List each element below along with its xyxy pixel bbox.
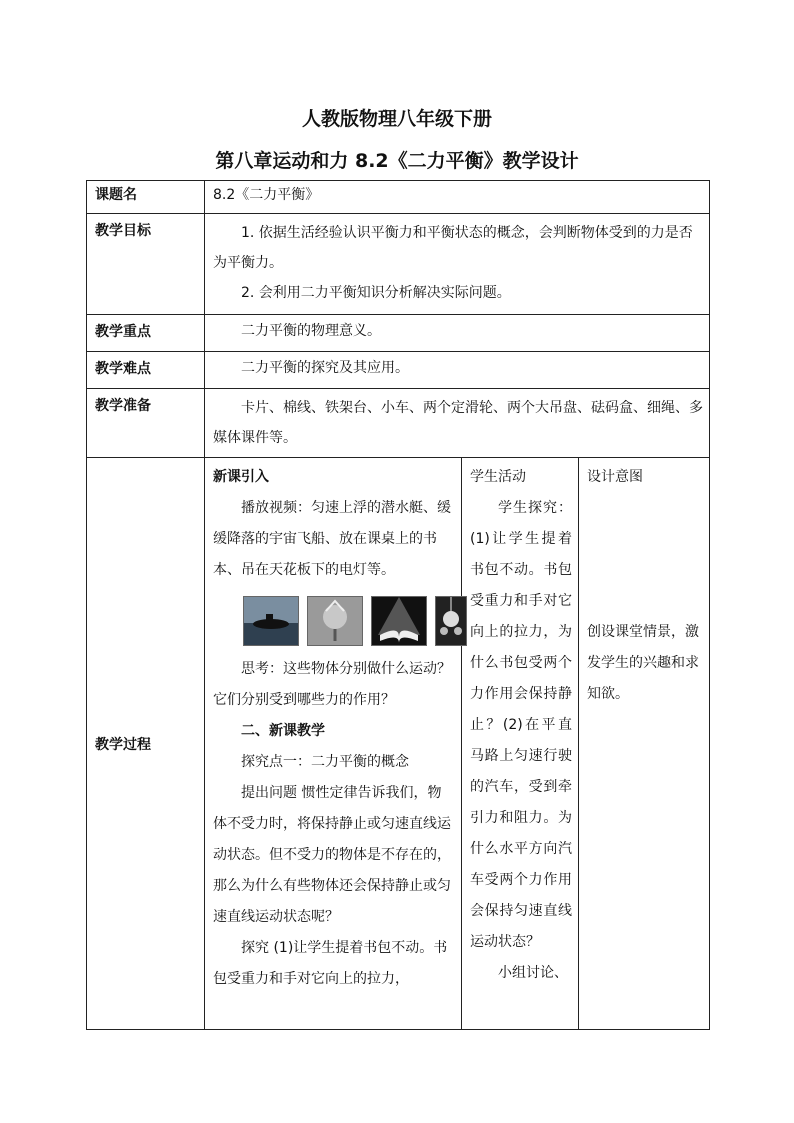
topic-label: 课题名 — [87, 181, 205, 214]
intent-paragraph: 创设课堂情景，激发学生的兴趣和求知欲。 — [587, 624, 699, 702]
row-goals — [87, 214, 710, 315]
intent-spacer — [587, 493, 703, 617]
preparation-label: 教学准备 — [87, 389, 205, 458]
intro-images — [243, 596, 455, 646]
difficulties-label: 教学难点 — [87, 352, 205, 389]
row-process — [87, 458, 710, 1030]
submarine-photo — [243, 596, 299, 646]
goals-cell — [205, 214, 710, 315]
lesson-plan-table — [86, 180, 710, 1030]
goal-item-1: 1. 依据生活经验认识平衡力和平衡状态的概念，会判断物体受到的力是否为平衡力。 — [213, 225, 693, 271]
explore-point-1: 探究点一：二力平衡的概念 — [241, 754, 409, 770]
intent-column — [579, 458, 710, 1030]
intent-heading: 设计意图 — [587, 469, 643, 485]
student-heading: 学生活动 — [470, 469, 526, 485]
section-heading: 二、新课教学 — [241, 723, 325, 739]
question-paragraph: 提出问题 惯性定律告诉我们，物体不受力时，将保持静止或匀速直线运动状态。但不受力的物体是不存在的，那么为什么有些物体还会保持静止或匀速直线运动状态呢？ — [213, 785, 451, 925]
teacher-column — [205, 458, 462, 1030]
topic-value: 8.2《二力平衡》 — [205, 181, 710, 214]
goals-label: 教学目标 — [87, 214, 205, 315]
student-discussion: 小组讨论、 — [498, 965, 568, 981]
student-column — [462, 458, 579, 1030]
key-points-label: 教学重点 — [87, 315, 205, 352]
intro-paragraph: 播放视频：匀速上浮的潜水艇、缓缓降落的宇宙飞船、放在课桌上的书本、吊在天花板下的电灯等。 — [213, 500, 451, 578]
row-difficulties — [87, 352, 710, 389]
row-topic — [87, 181, 710, 214]
page-title: 人教版物理八年级下册 — [301, 108, 492, 130]
difficulties-value: 二力平衡的探究及其应用。 — [205, 352, 710, 389]
row-preparation — [87, 389, 710, 458]
lamp-photo — [435, 596, 467, 646]
key-points-value: 二力平衡的物理意义。 — [205, 315, 710, 352]
page-subtitle: 第八章运动和力 8.2《二力平衡》教学设计 — [215, 150, 579, 172]
row-key-points — [87, 315, 710, 352]
student-paragraph: 学生探究：(1)让学生提着书包不动。书包受重力和手对它向上的拉力，为什么书包受两个力作用会保持静止？(2)在平直马路上匀速行驶的汽车，受到牵引力和阻力。为什么水平方向汽车受两个力作用会保持匀速直线运动状态？ — [470, 500, 572, 950]
think-paragraph: 思考：这些物体分别做什么运动？它们分别受到哪些力的作用？ — [213, 661, 451, 708]
preparation-value: 卡片、棉线、铁架台、小车、两个定滑轮、两个大吊盘、砝码盒、细绳、多媒体课件等。 — [205, 389, 710, 458]
goal-item-2: 2. 会利用二力平衡知识分析解决实际问题。 — [241, 285, 511, 301]
process-label: 教学过程 — [87, 458, 205, 1030]
spaceship-photo — [307, 596, 363, 646]
book-photo — [371, 596, 427, 646]
explore-paragraph: 探究 (1)让学生提着书包不动。书包受重力和手对它向上的拉力， — [213, 940, 448, 987]
intro-heading: 新课引入 — [213, 469, 269, 485]
